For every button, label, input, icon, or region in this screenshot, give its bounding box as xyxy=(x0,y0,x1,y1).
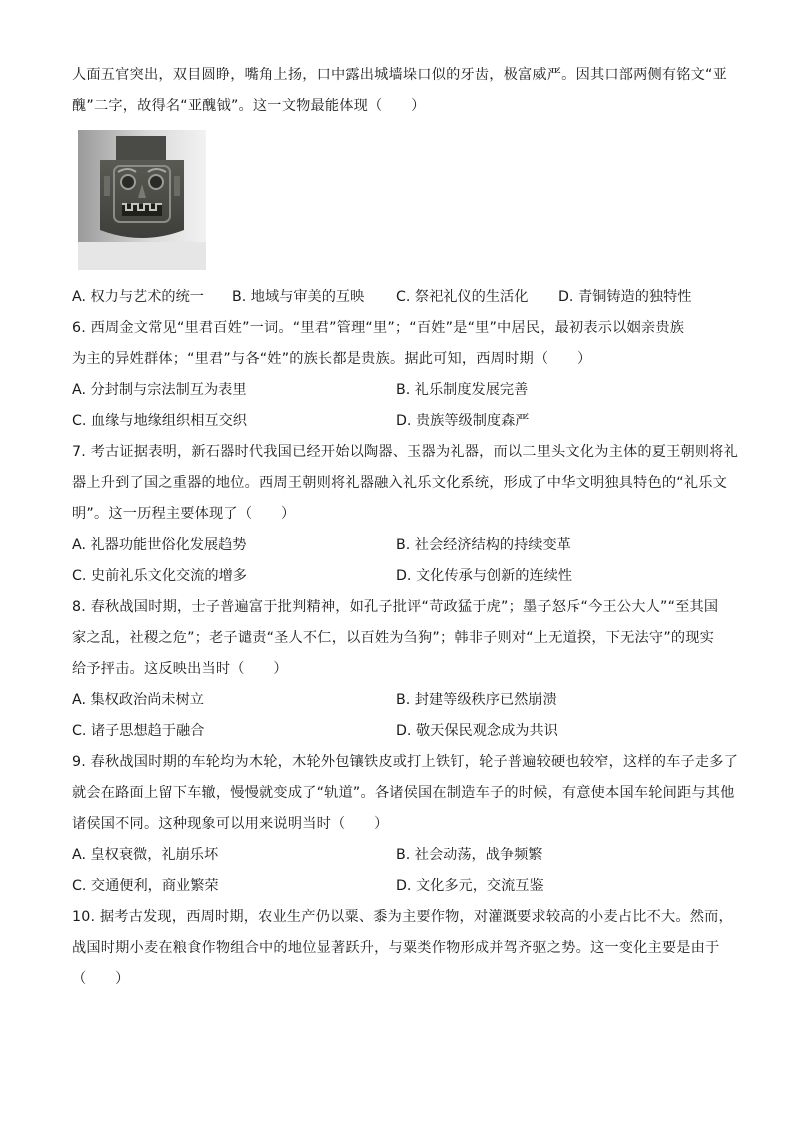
question-5-option-b[interactable]: B. 地域与审美的互映 xyxy=(232,289,365,305)
question-8-options-row-2 xyxy=(72,716,722,747)
question-8-option-d[interactable]: D. 敬天保民观念成为共识 xyxy=(396,723,558,739)
bronze-axe-image xyxy=(78,130,206,270)
question-9-option-a[interactable]: A. 皇权衰微，礼崩乐坏 xyxy=(72,847,219,863)
question-7-options-row-2 xyxy=(72,561,722,592)
question-5-line-1: 人面五官突出，双目圆睁，嘴角上扬，口中露出城墙垛口似的牙齿，极富威严。因其口部两侧有铭文“亚 xyxy=(72,67,727,83)
question-6-option-b[interactable]: B. 礼乐制度发展完善 xyxy=(396,382,529,398)
question-8-options-row-1 xyxy=(72,685,722,716)
question-6-line-1: 6. 西周金文常见“里君百姓”一词。“里君”管理“里”；“百姓”是“里”中居民，最初表示以姻亲贵族 xyxy=(72,320,685,336)
question-8-line-3: 给予抨击。这反映出当时（ ） xyxy=(72,661,288,677)
question-6 xyxy=(72,313,722,437)
exam-page xyxy=(72,60,739,995)
question-5 xyxy=(72,60,727,313)
question-9-options-row-1 xyxy=(72,840,722,871)
question-10-line-1: 10. 据考古发现，西周时期，农业生产仍以粟、黍为主要作物，对灌溉要求较高的小麦占比不大。然而， xyxy=(72,909,733,925)
question-5-option-a[interactable]: A. 权力与艺术的统一 xyxy=(72,289,204,305)
question-8 xyxy=(72,592,722,747)
question-9-line-3: 诸侯国不同。这种现象可以用来说明当时（ ） xyxy=(72,816,389,832)
question-5-option-c[interactable]: C. 祭祀礼仪的生活化 xyxy=(396,289,529,305)
question-6-line-2: 为主的异姓群体；“里君”与各“姓”的族长都是贵族。据此可知，西周时期（ ） xyxy=(72,351,592,367)
question-10-line-2: 战国时期小麦在粮食作物组合中的地位显著跃升，与粟类作物形成并驾齐驱之势。这一变化主要是由于 xyxy=(72,940,720,956)
question-9 xyxy=(72,747,739,902)
question-7-option-b[interactable]: B. 社会经济结构的持续变革 xyxy=(396,537,571,553)
question-5-option-d[interactable]: D. 青铜铸造的独特性 xyxy=(558,289,692,305)
question-7-option-a[interactable]: A. 礼器功能世俗化发展趋势 xyxy=(72,537,247,553)
question-6-options-row-2 xyxy=(72,406,722,437)
question-7-options-row-1 xyxy=(72,530,722,561)
question-7-line-3: 明”。这一历程主要体现了（ ） xyxy=(72,506,296,522)
question-6-option-c[interactable]: C. 血缘与地缘组织相互交织 xyxy=(72,413,247,429)
question-9-option-d[interactable]: D. 文化多元，交流互鉴 xyxy=(396,878,544,894)
question-10-line-3: （ ） xyxy=(72,971,130,987)
question-9-line-2: 就会在路面上留下车辙，慢慢就变成了“轨道”。各诸侯国在制造车子的时候，有意使本国车轮间距与其他 xyxy=(72,785,735,801)
question-8-line-1: 8. 春秋战国时期，士子普遍富于批判精神，如孔子批评“苛政猛于虎”；墨子怒斥“今王公大人”“至其国 xyxy=(72,599,719,615)
question-9-option-c[interactable]: C. 交通便利，商业繁荣 xyxy=(72,878,219,894)
question-7-line-2: 器上升到了国之重器的地位。西周王朝则将礼器融入礼乐文化系统，形成了中华文明独具特色的“礼乐文 xyxy=(72,475,727,491)
question-6-option-d[interactable]: D. 贵族等级制度森严 xyxy=(396,413,530,429)
question-6-options-row-1 xyxy=(72,375,722,406)
question-8-option-c[interactable]: C. 诸子思想趋于融合 xyxy=(72,723,205,739)
question-7-option-c[interactable]: C. 史前礼乐文化交流的增多 xyxy=(72,568,247,584)
ya-chou-yue-photo xyxy=(78,130,206,270)
question-7-option-d[interactable]: D. 文化传承与创新的连续性 xyxy=(396,568,573,584)
question-9-line-1: 9. 春秋战国时期的车轮均为木轮，木轮外包镶铁皮或打上铁钉，轮子普遍较硬也较窄，这样的车子走多了 xyxy=(72,754,739,770)
question-9-options-row-2 xyxy=(72,871,722,902)
question-10 xyxy=(72,902,733,995)
question-9-option-b[interactable]: B. 社会动荡，战争频繁 xyxy=(396,847,543,863)
question-6-option-a[interactable]: A. 分封制与宗法制互为表里 xyxy=(72,382,247,398)
question-5-options xyxy=(72,282,722,313)
question-7 xyxy=(72,437,739,592)
question-7-line-1: 7. 考古证据表明，新石器时代我国已经开始以陶器、玉器为礼器，而以二里头文化为主体的夏王朝则将礼 xyxy=(72,444,739,460)
question-5-line-2: 醜”二字，故得名“亚醜钺”。这一文物最能体现（ ） xyxy=(72,98,426,114)
question-8-option-a[interactable]: A. 集权政治尚未树立 xyxy=(72,692,204,708)
question-8-option-b[interactable]: B. 封建等级秩序已然崩溃 xyxy=(396,692,557,708)
question-8-line-2: 家之乱，社稷之危”；老子谴责“圣人不仁，以百姓为刍狗”；韩非子则对“上无道揆，下无法守”的现实 xyxy=(72,630,715,646)
